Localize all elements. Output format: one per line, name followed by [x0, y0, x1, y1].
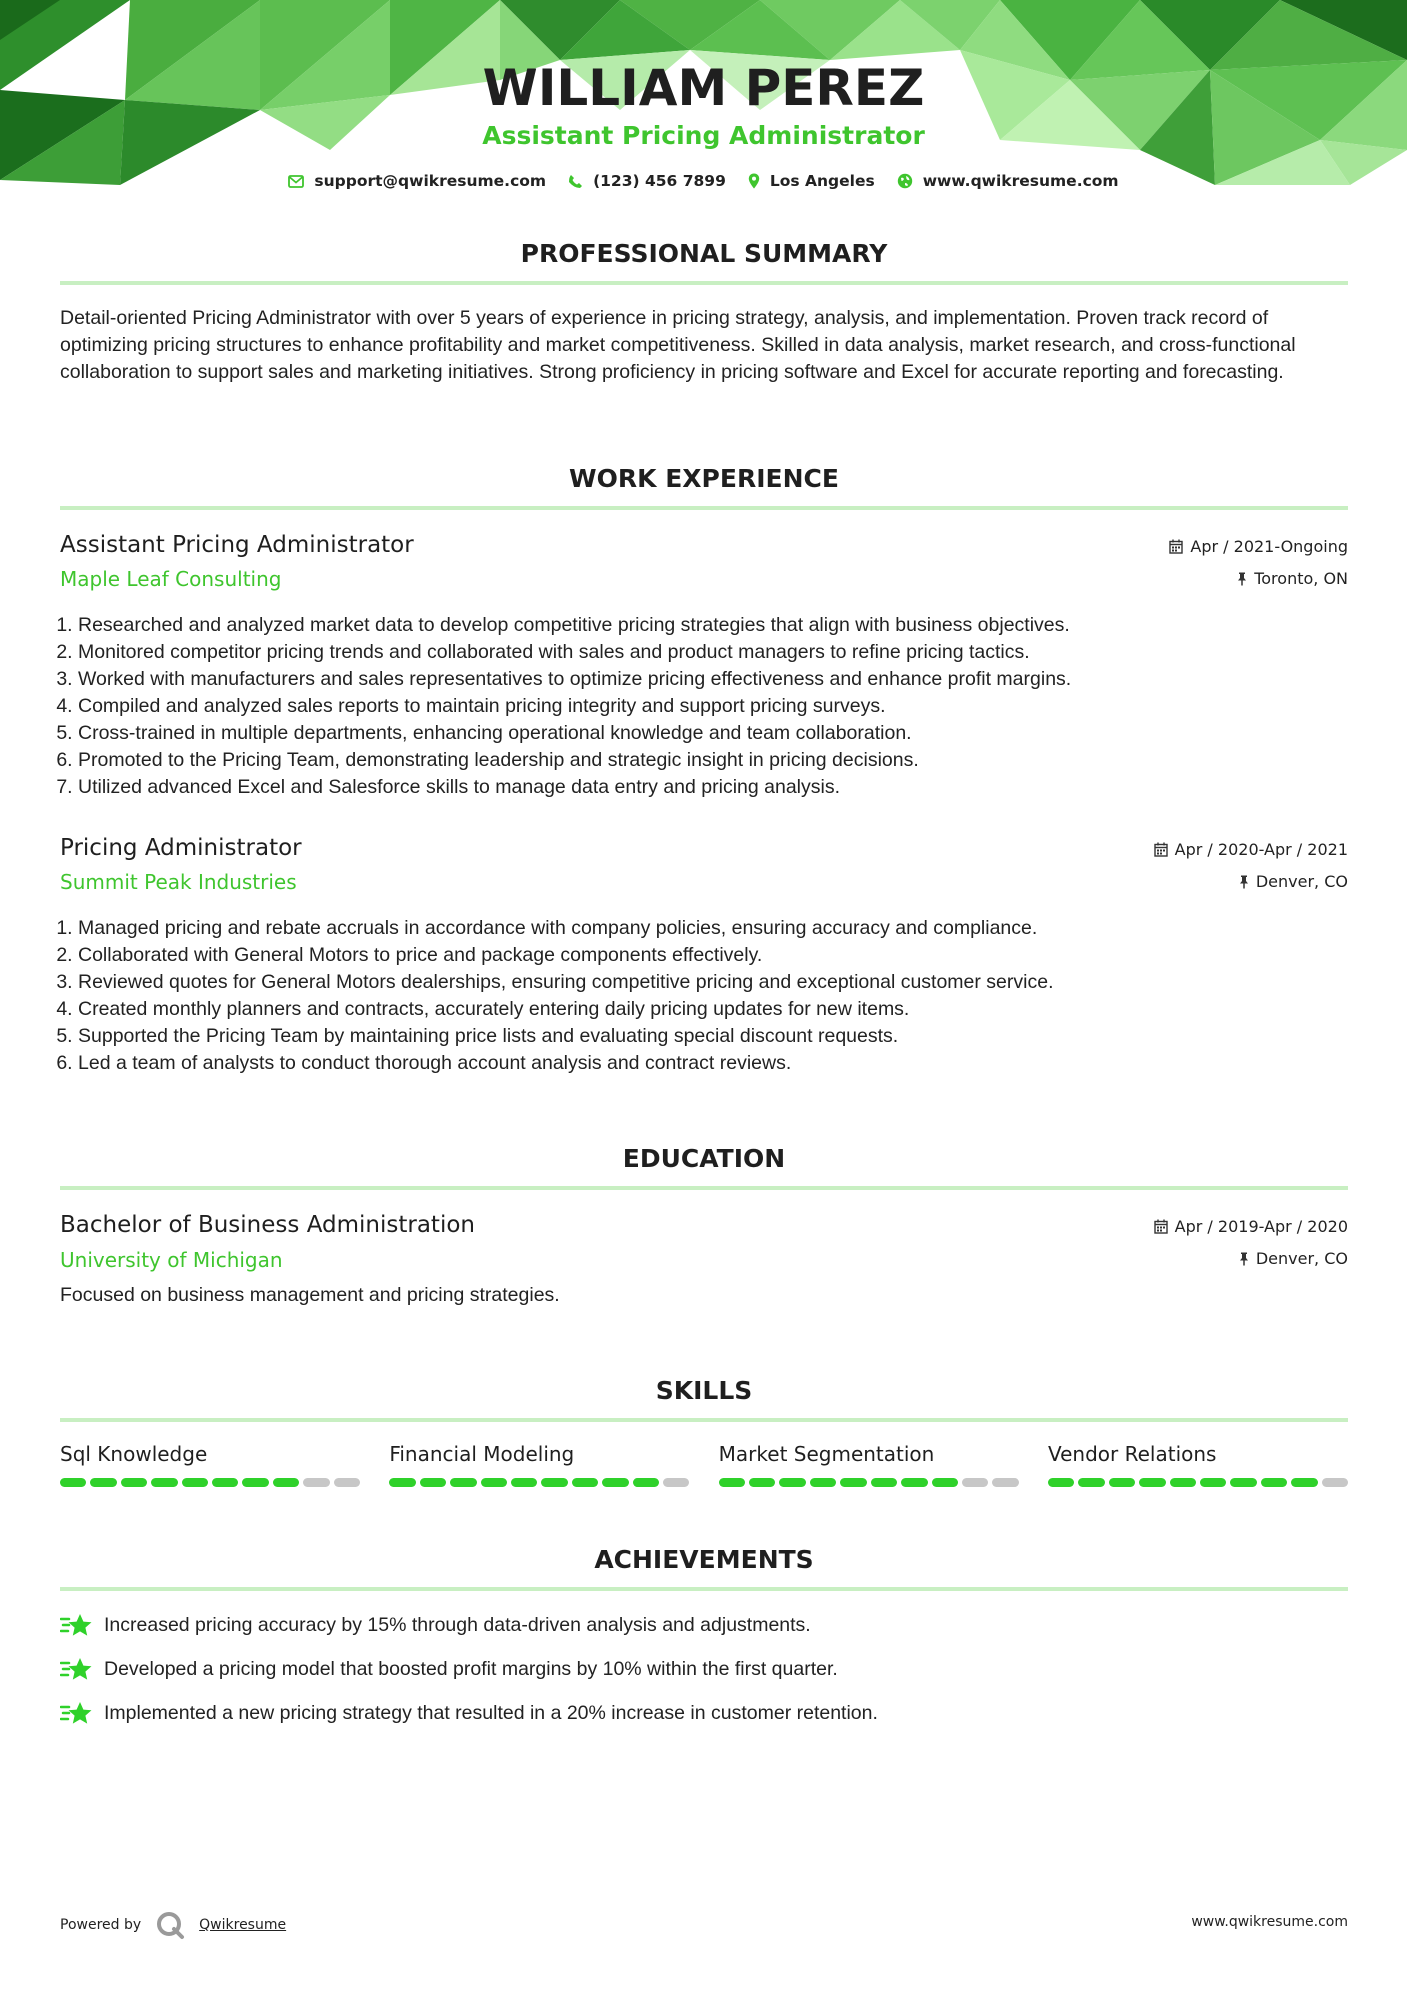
skill-segment: [60, 1478, 86, 1487]
achievement-item: [60, 1603, 1348, 1647]
powered-by-label: Powered by: [60, 1917, 142, 1933]
achievement-item: [60, 1647, 1348, 1691]
map-pin-icon: [748, 173, 760, 189]
summary-text: Detail-oriented Pricing Administrator with over 5 years of experience in pricing strategy, analysis, and implementation. Proven track record of optimizing pricing structures to enhance profitability and market competitiveness. Skilled in data analysis, market research, and cross-functional collaboration to support sales and marketing initiatives. Strong proficiency in pricing software and Excel for accurate reporting and forecasting.: [60, 307, 1296, 383]
skills-section: [60, 1375, 1348, 1487]
job-entry: [60, 532, 1348, 801]
job-bullets: [60, 915, 1348, 1077]
experience-section: [60, 463, 1348, 1077]
skill-segment: [602, 1478, 628, 1487]
calendar-icon: [1154, 842, 1168, 857]
contact-bar: [0, 172, 1407, 190]
contact-website-text: www.qwikresume.com: [922, 172, 1119, 190]
list-item: 4. Created monthly planners and contracts, accurately entering daily pricing updates for new items.: [78, 996, 1348, 1023]
list-item: 6. Promoted to the Pricing Team, demonstrating leadership and strategic insight in pricing decisions.: [78, 747, 1348, 774]
list-item: 7. Utilized advanced Excel and Salesforce skills to manage data entry and pricing analysis.: [78, 774, 1348, 801]
contact-location: [748, 172, 875, 190]
list-item: 1. Researched and analyzed market data to develop competitive pricing strategies that align with business objectives.: [78, 612, 1348, 639]
list-item: 6. Led a team of analysts to conduct thorough account analysis and contract reviews.: [78, 1050, 1348, 1077]
footer: [60, 1900, 1348, 1940]
list-item: 4. Compiled and analyzed sales reports to maintain pricing integrity and support pricing surveys.: [78, 693, 1348, 720]
skill-segment: [303, 1478, 329, 1487]
summary-section: [60, 238, 1348, 386]
job-date: [1154, 840, 1348, 859]
phone-icon: [568, 174, 583, 189]
list-item: 5. Supported the Pricing Team by maintaining price lists and evaluating special discount requests.: [78, 1023, 1348, 1050]
skill-rating: [1048, 1478, 1348, 1487]
achievement-text: Increased pricing accuracy by 15% through data-driven analysis and adjustments.: [104, 1613, 811, 1636]
job-location: [1237, 569, 1348, 588]
job-bullets: [60, 612, 1348, 801]
skill-item: [1048, 1442, 1348, 1487]
job-company: Summit Peak Industries: [60, 870, 297, 894]
list-item: 3. Reviewed quotes for General Motors dealerships, ensuring competitive pricing and exceptional customer service.: [78, 969, 1348, 996]
list-item: 1. Managed pricing and rebate accruals in accordance with company policies, ensuring accuracy and compliance.: [78, 915, 1348, 942]
skill-segment: [1291, 1478, 1317, 1487]
skill-segment: [1048, 1478, 1074, 1487]
qwikresume-logo-icon: [155, 1910, 185, 1940]
powered-by: [60, 1910, 286, 1940]
job-company: Maple Leaf Consulting: [60, 567, 282, 591]
contact-email[interactable]: [288, 172, 546, 190]
skill-item: [389, 1442, 689, 1487]
contact-email-text: support@qwikresume.com: [314, 172, 547, 190]
skill-segment: [182, 1478, 208, 1487]
education-description: Focused on business management and pricing strategies.: [60, 1284, 560, 1306]
skill-segment: [932, 1478, 958, 1487]
star-icon: [60, 1655, 92, 1683]
contact-website[interactable]: [897, 172, 1119, 190]
education-location: [1239, 1249, 1348, 1268]
school: University of Michigan: [60, 1248, 283, 1272]
skill-segment: [389, 1478, 415, 1487]
section-divider: [60, 506, 1348, 510]
skill-segment: [633, 1478, 659, 1487]
skill-segment: [1170, 1478, 1196, 1487]
skill-segment: [901, 1478, 927, 1487]
list-item: 2. Monitored competitor pricing trends and collaborated with sales and product managers to refine pricing tactics.: [78, 639, 1348, 666]
section-divider: [60, 1587, 1348, 1591]
skill-segment: [1261, 1478, 1287, 1487]
skill-segment: [273, 1478, 299, 1487]
job-location: [1239, 872, 1348, 891]
education-title: EDUCATION: [622, 1144, 786, 1173]
skill-name: Financial Modeling: [389, 1442, 575, 1466]
achievements-section: [60, 1544, 1348, 1735]
education-date-text: Apr / 2019-Apr / 2020: [1174, 1217, 1348, 1236]
pushpin-icon: [1239, 875, 1249, 889]
star-icon: [60, 1611, 92, 1639]
list-item: 2. Collaborated with General Motors to price and package components effectively.: [78, 942, 1348, 969]
skill-segment: [663, 1478, 689, 1487]
skill-segment: [1230, 1478, 1256, 1487]
skill-segment: [992, 1478, 1018, 1487]
skill-segment: [541, 1478, 567, 1487]
skill-name: Vendor Relations: [1047, 1442, 1217, 1466]
calendar-icon: [1154, 1219, 1168, 1234]
skill-segment: [749, 1478, 775, 1487]
skill-segment: [840, 1478, 866, 1487]
achievement-text: Developed a pricing model that boosted profit margins by 10% within the first quarter.: [104, 1657, 838, 1680]
job-location-text: Denver, CO: [1255, 872, 1348, 891]
footer-website[interactable]: www.qwikresume.com: [1191, 1914, 1348, 1930]
job-entry: [60, 835, 1348, 1077]
skill-segment: [450, 1478, 476, 1487]
skill-segment: [719, 1478, 745, 1487]
skill-segment: [334, 1478, 360, 1487]
skill-name: Sql Knowledge: [60, 1442, 208, 1466]
pushpin-icon: [1237, 572, 1247, 586]
skill-segment: [151, 1478, 177, 1487]
skill-item: [60, 1442, 360, 1487]
contact-phone-text: (123) 456 7899: [593, 172, 726, 190]
brand-link[interactable]: Qwikresume: [199, 1917, 287, 1933]
skills-list: [60, 1442, 1348, 1487]
candidate-role: Assistant Pricing Administrator: [482, 121, 925, 150]
job-date: [1169, 537, 1348, 556]
job-location-text: Toronto, ON: [1254, 569, 1348, 588]
achievement-text: Implemented a new pricing strategy that resulted in a 20% increase in customer retention.: [104, 1701, 878, 1724]
section-divider: [60, 281, 1348, 285]
skill-segment: [511, 1478, 537, 1487]
skill-segment: [1109, 1478, 1135, 1487]
skill-rating: [60, 1478, 360, 1487]
skill-item: [719, 1442, 1019, 1487]
achievement-item: [60, 1691, 1348, 1735]
contact-location-text: Los Angeles: [769, 172, 875, 190]
skill-segment: [810, 1478, 836, 1487]
skill-segment: [1078, 1478, 1104, 1487]
skill-segment: [121, 1478, 147, 1487]
skill-segment: [481, 1478, 507, 1487]
skill-segment: [1139, 1478, 1165, 1487]
skill-segment: [779, 1478, 805, 1487]
skill-rating: [389, 1478, 689, 1487]
skill-segment: [1200, 1478, 1226, 1487]
envelope-icon: [288, 175, 304, 188]
skill-segment: [90, 1478, 116, 1487]
contact-phone[interactable]: [568, 172, 726, 190]
skill-segment: [420, 1478, 446, 1487]
skill-segment: [962, 1478, 988, 1487]
skill-rating: [719, 1478, 1019, 1487]
achievements-title: ACHIEVEMENTS: [594, 1545, 814, 1574]
section-divider: [60, 1186, 1348, 1190]
job-date-text: Apr / 2021-Ongoing: [1190, 537, 1348, 556]
skill-segment: [1322, 1478, 1348, 1487]
globe-icon: [897, 173, 913, 189]
achievements-list: [60, 1603, 1348, 1735]
skills-title: SKILLS: [655, 1376, 753, 1405]
section-divider: [60, 1418, 1348, 1422]
education-location-text: Denver, CO: [1255, 1249, 1348, 1268]
job-date-text: Apr / 2020-Apr / 2021: [1174, 840, 1348, 859]
skill-segment: [242, 1478, 268, 1487]
skill-segment: [871, 1478, 897, 1487]
pushpin-icon: [1239, 1252, 1249, 1266]
job-title: Assistant Pricing Administrator: [60, 532, 414, 558]
skill-segment: [572, 1478, 598, 1487]
candidate-name: WILLIAM PEREZ: [482, 59, 925, 117]
experience-title: WORK EXPERIENCE: [569, 464, 839, 493]
education-entry: [60, 1212, 1348, 1278]
education-date: [1154, 1217, 1348, 1236]
skill-name: Market Segmentation: [718, 1442, 935, 1466]
education-section: [60, 1143, 1348, 1309]
list-item: 3. Worked with manufacturers and sales representatives to optimize pricing effectiveness and enhance profit margins.: [78, 666, 1348, 693]
job-title: Pricing Administrator: [60, 835, 302, 861]
calendar-icon: [1169, 539, 1183, 554]
list-item: 5. Cross-trained in multiple departments, enhancing operational knowledge and team collaboration.: [78, 720, 1348, 747]
degree: Bachelor of Business Administration: [60, 1212, 475, 1238]
skill-segment: [212, 1478, 238, 1487]
star-icon: [60, 1699, 92, 1727]
summary-title: PROFESSIONAL SUMMARY: [520, 239, 888, 268]
